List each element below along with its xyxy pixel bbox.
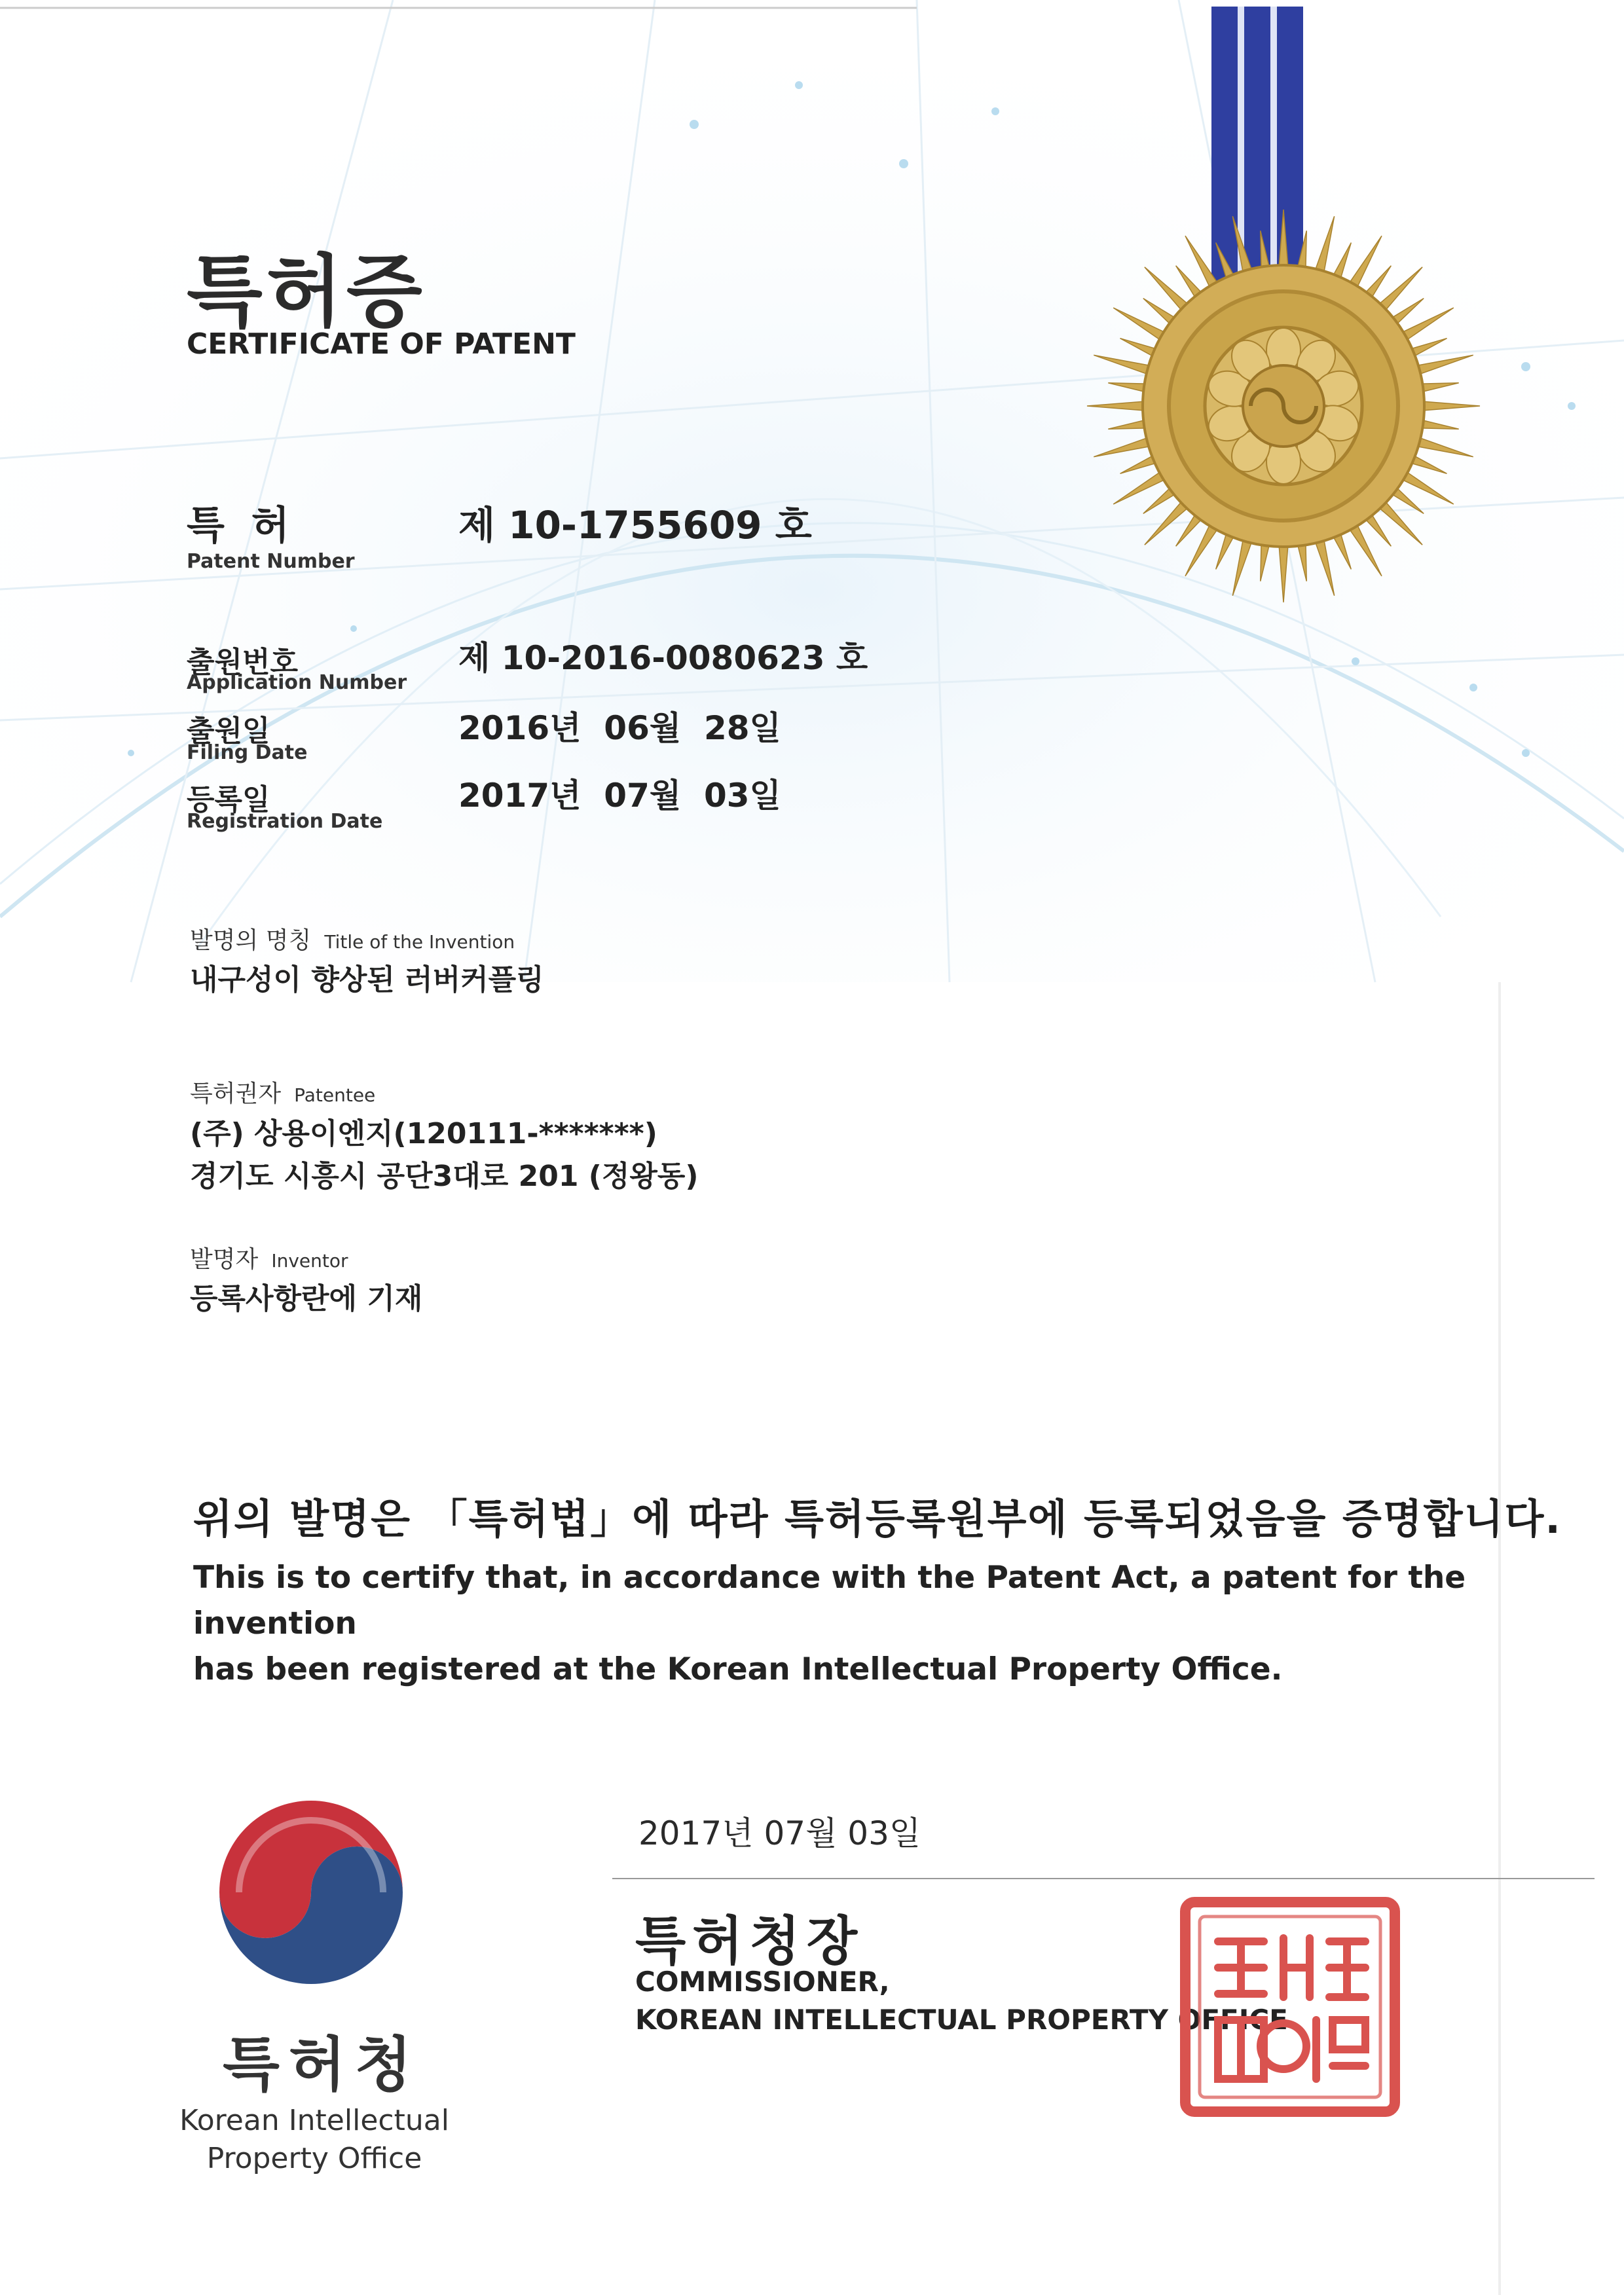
inventor-label-ko: 발명자	[190, 1246, 259, 1273]
invention-title-section	[190, 922, 515, 955]
patent-number-value: 제 10-1755609 호	[458, 503, 812, 547]
filing-date-value: 2016년 06월 28일	[458, 709, 781, 747]
commissioner-en-line-2: KOREAN INTELLECTUAL PROPERTY OFFICE	[635, 2004, 1288, 2036]
kipo-name-ko: 특허청	[223, 2030, 421, 2099]
application-number-value: 제 10-2016-0080623 호	[458, 639, 868, 677]
registration-date-label-ko: 등록일	[187, 783, 270, 817]
patent-number-label-en: Patent Number	[187, 550, 355, 573]
filing-date-label-en: Filing Date	[187, 741, 308, 764]
invention-title-label-ko: 발명의 명칭	[190, 927, 312, 954]
filing-date-label-ko: 출원일	[187, 714, 270, 748]
certification-en-line-1: This is to certify that, in accordance with the Patent Act, a patent for the invention	[193, 1560, 1466, 1642]
patent-number-label-ko: 특 허	[187, 503, 296, 549]
inventor-label-en: Inventor	[271, 1250, 348, 1272]
certification-statement-en	[193, 1555, 1568, 1693]
patentee-address: 경기도 시흥시 공단3대로 201 (정왕동)	[190, 1160, 699, 1193]
certification-en-line-2: has been registered at the Korean Intellectual Property Office.	[193, 1651, 1283, 1687]
patentee-label-ko: 특허권자	[190, 1080, 282, 1107]
kipo-en-line-2: Property Office	[206, 2142, 422, 2175]
invention-title-label-en: Title of the Invention	[324, 931, 515, 953]
registration-date-value: 2017년 07월 03일	[458, 777, 781, 815]
invention-title-value: 내구성이 향상된 러버커플링	[190, 963, 544, 997]
issue-date: 2017년 07월 03일	[638, 1814, 921, 1852]
patentee-label-en: Patentee	[294, 1084, 376, 1106]
application-number-label-ko: 출원번호	[187, 646, 299, 679]
commissioner-en-line-1: COMMISSIONER,	[635, 1966, 890, 1998]
commissioner-title-ko: 특허청장	[635, 1911, 864, 1972]
kipo-en-line-1: Korean Intellectual	[179, 2104, 449, 2137]
official-seal-stamp	[1179, 1896, 1401, 2118]
patentee-section	[190, 1075, 375, 1109]
kipo-logo-icon	[213, 1794, 409, 1991]
certification-statement-ko: 위의 발명은 「특허법」에 따라 특허등록원부에 등록되었음을 증명합니다.	[193, 1495, 1562, 1543]
certificate-title-ko: 특허증	[187, 247, 426, 338]
kipo-name-en	[177, 2102, 452, 2178]
certificate-title-en: CERTIFICATE OF PATENT	[187, 327, 576, 361]
application-number-label-en: Application Number	[187, 671, 407, 694]
inventor-section	[190, 1241, 348, 1274]
signature-divider	[612, 1878, 1595, 1879]
patentee-name: (주) 상용이엔지(120111-*******)	[190, 1117, 657, 1150]
registration-date-label-en: Registration Date	[187, 810, 383, 833]
inventor-value: 등록사항란에 기재	[190, 1282, 423, 1315]
